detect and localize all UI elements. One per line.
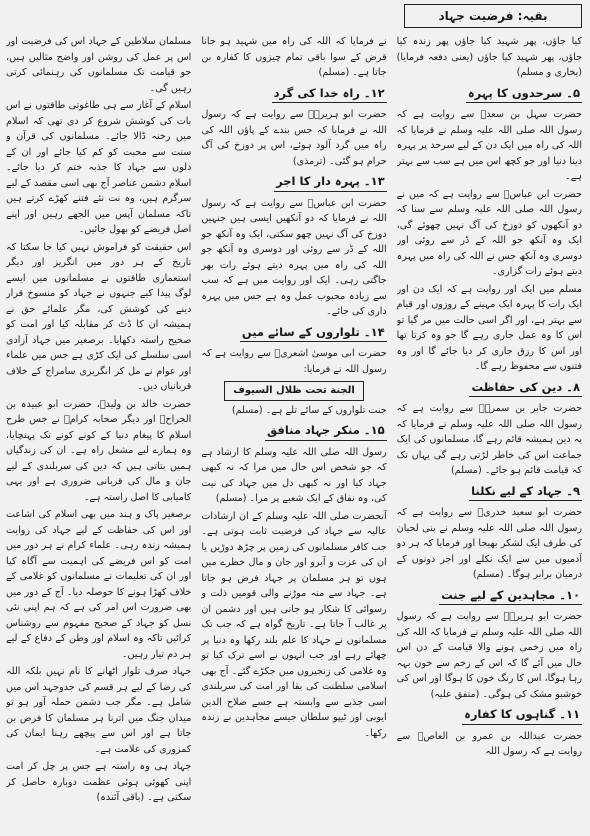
- section-heading: ۱۱۔ گناہوں کا کفارہ: [462, 707, 582, 725]
- section-heading: ۱۴۔ تلواروں کے سائے میں: [240, 325, 387, 343]
- column-left: [6, 34, 191, 830]
- paragraph: حضرت ابی موسیٰ اشعریؓ سے روایت ہے کہ رسول اللہ نے فرمایا:: [201, 348, 387, 375]
- paragraph: حضرت سہل بن سعدؓ سے روایت ہے کہ رسول اللہ صلی اللہ علیہ وسلم نے فرمایا کہ اللہ کی راہ میں ایک دن کے لیے سرحد پر پہرہ دینا دنیا اور جو کچھ اس میں ہے سب سے بہتر ہے۔: [396, 109, 582, 182]
- paragraph: اس حقیقت کو فراموش نہیں کیا جا سکتا کہ تاریخ کے ہر دور میں انگریز اور دیگر استعماری طاقتوں نے مسلمانوں میں ایسے لوگ پیدا کیے جنہوں نے جہاد کو منسوخ قرار دینے کی کوشش کی، مگر علمائے حق نے ہمیشہ ان کا ڈٹ کر مقابلہ کیا اور امت کو صحیح راستہ دکھایا۔ برصغیر میں جہاد آزادی اسی سلسلے کی ایک کڑی ہے جس میں علماء اور عوام نے مل کر انگریزی سامراج کے خلاف قربانیاں دیں۔: [6, 241, 192, 392]
- paragraph: حضرت خالد بن ولیدؓ، حضرت ابو عبیدہ بن الجراحؓ اور دیگر صحابہ کرامؓ نے جس طرح اسلام کا پیغام دنیا کے کونے کونے تک پہنچایا، وہ ہمارے لیے مشعل راہ ہے۔ ان کی زندگیاں ہمیں بتاتی ہیں کہ دین کی سربلندی کے لیے جان و مال کی قربانی ضروری ہے اور یہی کامیابی کا اصل راستہ ہے۔: [6, 398, 192, 503]
- paragraph: حضرت ابو ہریرہؓ سے روایت ہے کہ رسول اللہ صلی اللہ علیہ وسلم نے فرمایا کہ اللہ کی راہ میں زخمی ہونے والا قیامت کے دن اس حال میں آئے گا کہ اس کے زخم سے خون بہہ رہا ہوگا، اس کا رنگ خون کا ہوگا اور اس کی خوشبو مشک کی ہوگی۔ (متفق علیہ): [396, 611, 582, 700]
- section-heading: ۱۰۔ مجاہدین کے لیے جنت: [439, 588, 582, 606]
- section-heading: ۱۳۔ پہرہ دار کا اجر: [274, 174, 387, 192]
- section-header: [404, 4, 582, 28]
- paragraph: حضرت جابر بن سمرہؓ سے روایت ہے کہ رسول اللہ صلی اللہ علیہ وسلم نے فرمایا کہ یہ دین ہمیشہ قائم رہے گا، مسلمانوں کی ایک جماعت اس کی خاطر لڑتی رہے گی یہاں تک کہ قیامت قائم ہو جائے۔ (مسلم): [396, 403, 582, 476]
- column-right: [397, 34, 582, 830]
- paragraph: رسول اللہ صلی اللہ علیہ وسلم کا ارشاد ہے کہ جو شخص اس حال میں مرا کہ نہ کبھی جہاد کیا اور نہ کبھی دل میں جہاد کی نیت کی، وہ نفاق کے ایک شعبے پر مرا۔ (مسلم): [201, 446, 387, 504]
- paragraph: حضرت عبداللہ بن عمرو بن العاصؓ سے روایت ہے کہ رسول اللہ: [396, 730, 582, 757]
- section-heading: ۹۔ جہاد کے لیے نکلنا: [469, 484, 582, 502]
- section-heading-wrap: [201, 171, 386, 194]
- paragraph: جنت تلواروں کے سائے تلے ہے۔ (مسلم): [231, 404, 387, 416]
- paragraph: نے فرمایا کہ اللہ کی راہ میں شہید ہو جانا قرض کے سوا باقی تمام چیزوں کا کفارہ بن جاتا ہے۔ (مسلم): [201, 36, 387, 78]
- section-heading-wrap: [201, 322, 386, 345]
- paragraph: حضرت ابن عباسؓ سے روایت ہے کہ میں نے رسول اللہ صلی اللہ علیہ وسلم سے سنا کہ دو آنکھوں کو دوزخ کی آگ نہیں چھوئے گی، ایک وہ آنکھ جو اللہ کے ڈر سے روئی اور دوسری وہ آنکھ جس نے اللہ کی راہ میں پہرہ دیتے ہوئے رات گزاری۔: [396, 188, 582, 277]
- text-columns: [6, 34, 582, 830]
- section-heading: ۱۵۔ منکر جہاد منافق: [265, 423, 387, 441]
- paragraph: کیا جاؤں، پھر شہید کیا جاؤں پھر زندہ کیا جاؤں، پھر شہید کیا جاؤں (یعنی دفعہ فرمایا) (بخاری و مسلم): [396, 36, 582, 78]
- section-heading: ۱۲۔ راہ خدا کی گرد: [272, 86, 387, 104]
- paragraph: حضرت ابو سعید خدریؓ سے روایت ہے کہ رسول اللہ صلی اللہ علیہ وسلم نے بنی لحیان کی طرف ایک لشکر بھیجا اور فرمایا کہ ہر دو آدمیوں میں سے ایک نکلے اور اجر دونوں کے درمیان برابر ہوگا۔ (مسلم): [396, 507, 582, 580]
- section-heading-wrap: [397, 585, 582, 608]
- paragraph: مسلم میں ایک اور روایت ہے کہ ایک دن اور ایک رات کا پہرہ ایک مہینے کے روزوں اور قیام سے بہتر ہے، اور اگر اسی حالت میں مر گیا تو اس کا وہ عمل جاری رہے گا جو وہ کرتا تھا اور اس کا رزق جاری کر دیا جائے گا اور وہ فتنوں سے محفوظ رہے گا۔: [396, 283, 582, 372]
- section-heading-wrap: [201, 83, 386, 106]
- paragraph: مسلمان سلاطین کے جہاد اس کی فرضیت اور اس پر عمل کی روشن اور واضح مثالیں ہیں، جو قیامت تک مسلمانوں کی رہنمائی کرتی رہیں گی۔: [6, 36, 192, 94]
- paragraph: جہاد صرف تلوار اٹھانے کا نام نہیں بلکہ اللہ کی رضا کے لیے ہر قسم کی جدوجہد اس میں شامل ہے۔ مگر جب دشمن حملہ آور ہو تو میدان جنگ میں اترنا ہر مسلمان کا فرض بن جاتا ہے اور اس سے پیچھے رہنا ایمان کی کمزوری کی علامت ہے۔: [6, 666, 192, 755]
- paragraph: اسلام کے آغاز سے ہی طاغوتی طاقتوں نے اس بات کی کوشش شروع کر دی تھی کہ اسلام میں رخنہ ڈالا جائے۔ مسلمانوں کی قرآن و سنت سے محبت کو کم کیا جائے اور ان کے دلوں سے جہاد کا جذبہ ختم کر دیا جائے۔ اسلام دشمن عناصر آج بھی اسی مقصد کے لیے سرگرم ہیں، وہ نت نئے فتنے کھڑے کرتے ہیں تاکہ مسلمان آپس میں الجھے رہیں اور اپنے اصل فریضے کو بھول جائیں۔: [6, 100, 192, 235]
- paragraph: حضرت ابو ہریرہؓ سے روایت ہے کہ رسول اللہ نے فرمایا کہ جس بندے کے پاؤں اللہ کی راہ میں گرد آلود ہوئے، اس پر دوزخ کی آگ حرام ہو گئی۔ (ترمذی): [201, 109, 387, 167]
- section-heading-wrap: [397, 377, 582, 400]
- arabic-quote-wrap: [201, 379, 386, 403]
- section-heading-wrap: [397, 704, 582, 727]
- section-heading-wrap: [397, 481, 582, 504]
- paragraph: جہاد ہی وہ راستہ ہے جس پر چل کر امت اپنی کھوئی ہوئی عظمت دوبارہ حاصل کر سکتی ہے۔ (باقی آئندہ): [6, 761, 192, 803]
- paragraph: برصغیر پاک و ہند میں بھی اسلام کی اشاعت اور اس کی حفاظت کے لیے جہاد کی روایت ہمیشہ زندہ رہی۔ علماء کرام نے ہر دور میں امت کو اس فریضے کی اہمیت سے آگاہ کیا اور ان کی تعلیمات نے مسلمانوں کو غلامی کے خلاف کھڑا ہونے کا حوصلہ دیا۔ آج کے دور میں بھی ضرورت اس امر کی ہے کہ ہم اپنی نئی نسل کو جہاد کے صحیح مفہوم سے روشناس کرائیں تاکہ وہ اسلام اور وطن کے دفاع کے لیے ہر دم تیار رہیں۔: [6, 509, 192, 660]
- section-heading: ۸۔ دین کی حفاظت: [469, 380, 582, 398]
- arabic-quote: الجنة تحت ظلال السيوف: [224, 381, 364, 401]
- section-heading-wrap: [201, 420, 386, 443]
- section-header-title: بقیہ: فرضیت جہاد: [438, 9, 548, 23]
- column-middle: [201, 34, 386, 830]
- section-heading: ۵۔ سرحدوں کا پہرہ: [466, 86, 582, 104]
- section-heading-wrap: [397, 83, 582, 106]
- paragraph: آنحضرت صلی اللہ علیہ وسلم کے ان ارشادات عالیہ سے جہاد کی فرضیت ثابت ہوتی ہے۔ جب کافر مسلمانوں کی زمین پر چڑھ دوڑیں یا ان کی عزت و آبرو اور جان و مال خطرے میں ہوں تو ہر مسلمان پر جہاد فرض ہو جاتا ہے۔ جہاد سے منہ موڑنے والی قومیں ذلت و رسوائی کا شکار ہو جاتی ہیں اور دشمن ان پر غالب آ جاتا ہے۔ تاریخ گواہ ہے کہ جب تک مسلمانوں نے جہاد کا علم بلند رکھا وہ دنیا پر چھائے رہے اور جب انہوں نے اسے ترک کیا تو وہ غلامی کی زنجیروں میں جکڑے گئے۔ آج بھی اسلامی سلطنت کی بقا اور امت کی سربلندی اسی جذبے سے وابستہ ہے جسے صلاح الدین ایوبی اور ٹیپو سلطان جیسے مجاہدین نے زندہ رکھا۔: [201, 510, 387, 739]
- paragraph: حضرت ابن عباسؓ سے روایت ہے کہ رسول اللہ نے فرمایا کہ دو آنکھیں ایسی ہیں جنہیں دوزخ کی آگ نہیں چھو سکتی، ایک وہ آنکھ جو اللہ کے ڈر سے روئی اور دوسری وہ آنکھ جو اللہ کی راہ میں پہرہ دیتے ہوئے رات بھر جاگتی رہی۔ ایک اور روایت میں ہے کہ سب سے زیادہ محبوب عمل وہ ہے جس میں پہرہ داری کی جائے۔: [201, 197, 387, 317]
